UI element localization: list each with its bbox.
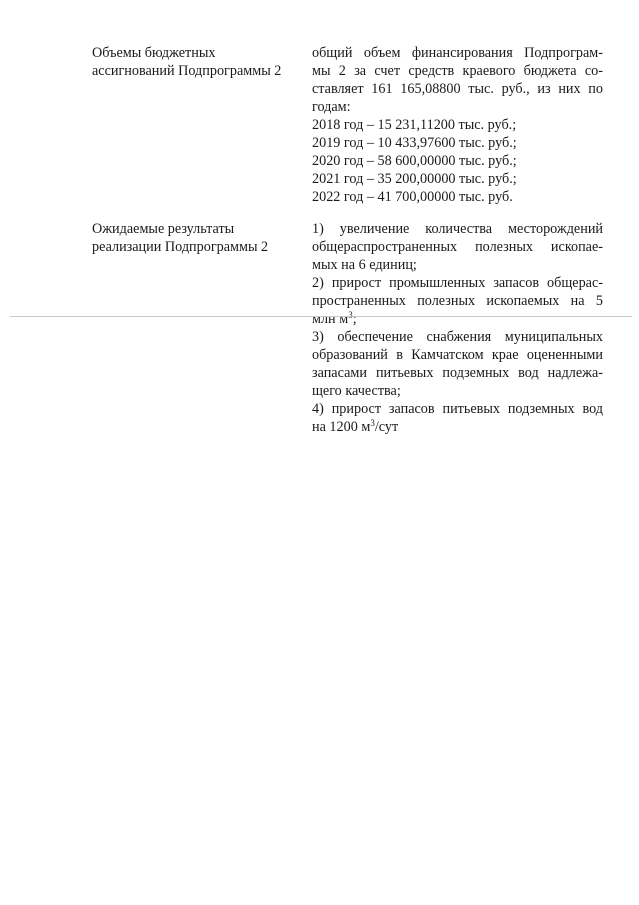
year-line: 2018 год – 15 231,11200 тыс. руб.; (312, 117, 517, 133)
unit-text: млн м (312, 311, 349, 327)
result-line: 1) увеличение количества месторождений (312, 221, 603, 237)
year-line: 2020 год – 58 600,00000 тыс. руб.; (312, 153, 517, 169)
result-line-with-unit (312, 418, 603, 436)
unit-text: на 1200 м (312, 419, 371, 435)
result-line: запасами питьевых подземных вод надлежа- (312, 365, 603, 381)
expected-results-label (92, 220, 302, 256)
result-line: образований в Камчатском крае оцененными (312, 347, 603, 363)
scan-fold-line (10, 316, 632, 317)
unit-superscript: 3 (370, 418, 375, 428)
label-line: Ожидаемые результаты (92, 221, 235, 237)
text-line: общий объем финансирования Подпрограм- (312, 45, 603, 61)
text-line: ставляет 161 165,08800 тыс. руб., из них по (312, 81, 603, 97)
result-line: пространенных полезных ископаемых на 5 (312, 293, 603, 309)
label-line: реализации Подпрограммы 2 (92, 239, 269, 255)
budget-allocations-value (312, 44, 603, 206)
year-line: 2021 год – 35 200,00000 тыс. руб.; (312, 171, 517, 187)
result-line: 2) прирост промышленных запасов общерас- (312, 275, 603, 291)
unit-suffix: /сут (374, 419, 399, 435)
result-line: щего качества; (312, 383, 401, 399)
punctuation: ; (352, 311, 357, 327)
label-line: ассигнований Подпрограммы 2 (92, 63, 282, 79)
result-line: 4) прирост запасов питьевых подземных вод (312, 401, 603, 417)
result-line: 3) обеспечение снабжения муниципальных (312, 329, 603, 345)
text-line: годам: (312, 99, 351, 115)
label-line: Объемы бюджетных (92, 45, 216, 61)
budget-allocations-label (92, 44, 302, 80)
unit-superscript: 3 (348, 310, 353, 320)
expected-results-value (312, 220, 603, 436)
text-line: мы 2 за счет средств краевого бюджета со- (312, 63, 603, 79)
result-line: мых на 6 единиц; (312, 257, 417, 273)
result-line: общераспространенных полезных ископае- (312, 239, 603, 255)
year-line: 2022 год – 41 700,00000 тыс. руб. (312, 189, 513, 205)
year-line: 2019 год – 10 433,97600 тыс. руб.; (312, 135, 517, 151)
result-line-with-unit (312, 310, 603, 328)
